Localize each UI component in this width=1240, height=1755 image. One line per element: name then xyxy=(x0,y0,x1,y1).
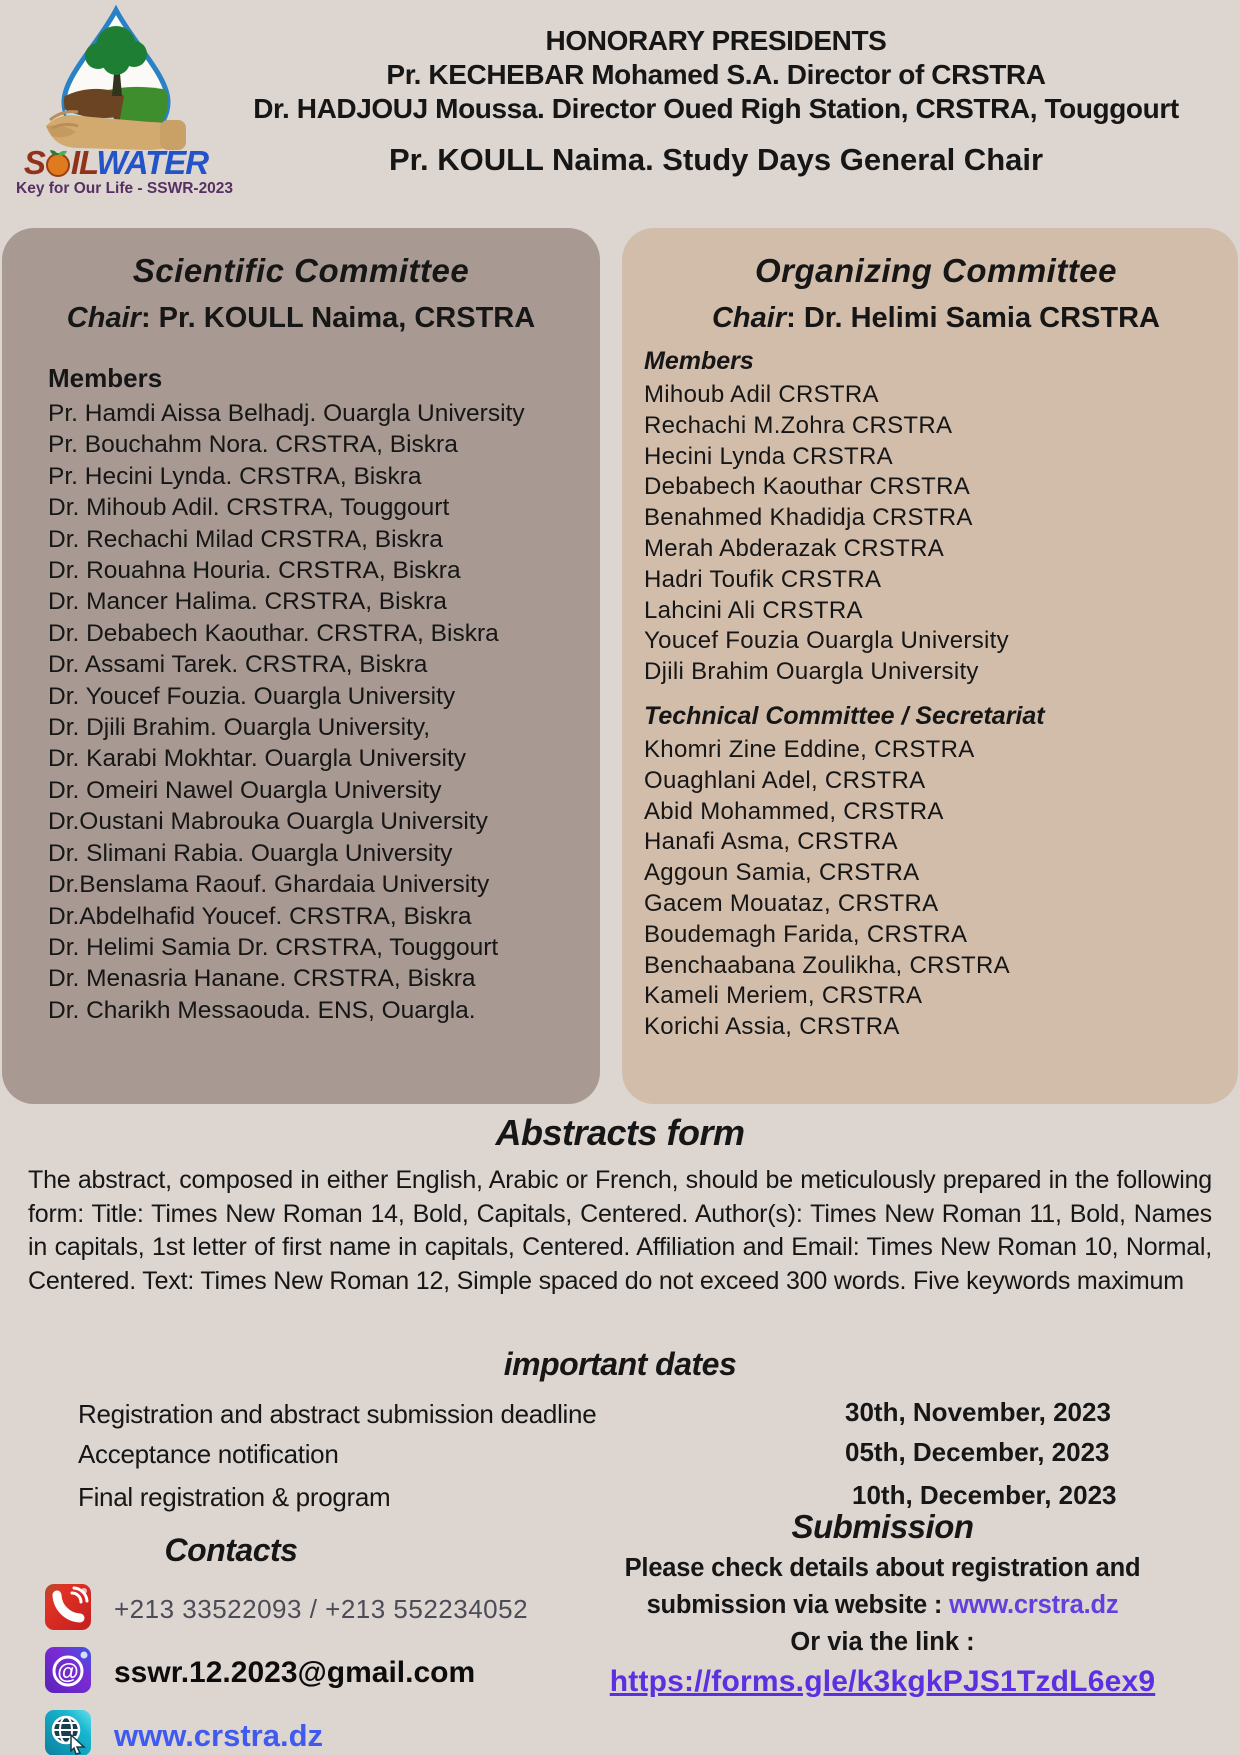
date-label: Final registration & program xyxy=(78,1482,391,1512)
phone-icon xyxy=(44,1583,92,1636)
list-item: Dr. Mihoub Adil. CRSTRA, Touggourt xyxy=(48,494,450,522)
technical-committee-list xyxy=(644,735,1228,1043)
date-row-acceptance xyxy=(0,1435,1240,1475)
list-item: Abid Mohammed, CRSTRA xyxy=(644,797,944,825)
abstracts-title: Abstracts form xyxy=(495,1112,745,1153)
submission-line-2 xyxy=(560,1591,1205,1620)
svg-text:@: @ xyxy=(57,1659,79,1684)
list-item: Dr. Omeiri Nawel Ouargla University xyxy=(48,776,442,804)
list-item: Pr. Hecini Lynda. CRSTRA, Biskra xyxy=(48,462,422,490)
submission-section xyxy=(560,1508,1205,1699)
list-item: Pr. Hamdi Aissa Belhadj. Ouargla University xyxy=(48,400,525,427)
soilwater-logo-graphic xyxy=(28,4,204,154)
list-item: Dr.Oustani Mabrouka Ouargla University xyxy=(48,808,488,836)
list-item: Khomri Zine Eddine, CRSTRA xyxy=(644,735,975,763)
list-item: Rechachi M.Zohra CRSTRA xyxy=(644,411,953,439)
brand-wordmark xyxy=(16,144,216,181)
date-label: Acceptance notification xyxy=(78,1439,339,1469)
list-item: Dr. Rechachi Milad CRSTRA, Biskra xyxy=(48,525,443,553)
honorary-president-2: Dr. HADJOUJ Moussa. Director Oued Righ Station, CRSTRA, Touggourt xyxy=(253,93,1179,124)
important-dates-title: important dates xyxy=(503,1346,737,1382)
submission-form-link[interactable]: https://forms.gle/k3kgkPJS1TzdL6ex9 xyxy=(609,1665,1156,1698)
list-item: Pr. Bouchahm Nora. CRSTRA, Biskra xyxy=(48,431,458,459)
list-item: Boudemagh Farida, CRSTRA xyxy=(644,920,968,948)
contact-email-row xyxy=(44,1646,560,1699)
contact-website-link[interactable]: www.crstra.dz xyxy=(114,1717,324,1753)
date-label: Registration and abstract submission deadline xyxy=(78,1399,597,1429)
list-item: Hecini Lynda CRSTRA xyxy=(644,442,893,470)
chair-name: : Dr. Helimi Samia CRSTRA xyxy=(786,302,1160,334)
email-icon xyxy=(44,1646,92,1699)
list-item: Hanafi Asma, CRSTRA xyxy=(644,828,898,856)
list-item: Djili Brahim Ouargla University xyxy=(644,658,979,686)
organizing-committee-panel xyxy=(622,228,1238,1104)
list-item: Dr.Abdelhafid Youcef. CRSTRA, Biskra xyxy=(48,902,472,930)
list-item: Debabech Kaouthar CRSTRA xyxy=(644,473,971,501)
list-item: Gacem Mouataz, CRSTRA xyxy=(644,889,939,917)
list-item: Dr. Karabi Mokhtar. Ouargla University xyxy=(48,745,467,773)
globe-icon xyxy=(44,1709,92,1755)
honorary-header xyxy=(200,24,1232,178)
scientific-members-label: Members xyxy=(48,363,163,393)
contacts-title: Contacts xyxy=(164,1532,298,1568)
scientific-members-list xyxy=(48,398,588,1026)
scientific-committee-title: Scientific Committee xyxy=(132,252,470,289)
list-item: Ouaghlani Adel, CRSTRA xyxy=(644,766,926,794)
chair-label: Chair xyxy=(66,302,141,334)
list-item: Dr. Debabech Kaouthar. CRSTRA, Biskra xyxy=(48,619,499,647)
chair-label: Chair xyxy=(711,302,787,334)
brand-tagline: Key for Our Life - SSWR-2023 xyxy=(16,180,234,197)
list-item: Hadri Toufik CRSTRA xyxy=(644,565,882,593)
list-item: Dr. Mancer Halima. CRSTRA, Biskra xyxy=(48,588,447,616)
organizing-members-list xyxy=(644,380,1228,688)
submission-line-3: Or via the link : xyxy=(790,1628,975,1656)
submission-line-1: Please check details about registration and xyxy=(624,1554,1141,1582)
phone-numbers: +213 33522093 / +213 552234052 xyxy=(114,1594,529,1624)
list-item: Aggoun Samia, CRSTRA xyxy=(644,859,920,887)
scientific-committee-panel xyxy=(2,228,600,1104)
abstracts-section xyxy=(0,1112,1240,1298)
important-dates-rows xyxy=(0,1395,1240,1518)
chair-name: : Pr. KOULL Naima, CRSTRA xyxy=(140,302,536,334)
date-value: 05th, December, 2023 xyxy=(845,1437,1110,1467)
honorary-president-1: Pr. KECHEBAR Mohamed S.A. Director of CRSTRA xyxy=(386,59,1046,90)
abstracts-body: The abstract, composed in either English, Arabic or French, should be meticulously prepared in the following form: Title: Times New Roman 14, Bold, Capitals, Centered. Author(s): Times New Roman 11, Bold, Names in capitals, 1st letter of first name in capitals, Centered. Affiliation and Email: Times New Roman 10, Normal, Centered. Text: Times New Roman 12, Simple spaced do not exceed 300 words. Five keywords maximum xyxy=(28,1166,1212,1295)
brand-water: WATER xyxy=(96,144,209,181)
list-item: Merah Abderazak CRSTRA xyxy=(644,534,945,562)
organizing-chair-line xyxy=(644,302,1228,335)
organizing-members-label: Members xyxy=(644,347,754,375)
list-item: Benahmed Khadidja CRSTRA xyxy=(644,504,973,532)
submission-title: Submission xyxy=(791,1508,974,1545)
submission-website-link[interactable]: www.crstra.dz xyxy=(949,1591,1119,1619)
list-item: Dr. Charikh Messaouda. ENS, Ouargla. xyxy=(48,996,476,1024)
brand-soil-il: IL xyxy=(70,144,97,181)
brand-soil-s: S xyxy=(23,144,45,181)
submission-website-prefix: submission via website : xyxy=(646,1591,950,1619)
contacts-section xyxy=(0,1532,560,1755)
technical-committee-label: Technical Committee / Secretariat xyxy=(644,701,1045,730)
list-item: Dr. Assami Tarek. CRSTRA, Biskra xyxy=(48,651,428,679)
list-item: Dr.Benslama Raouf. Ghardaia University xyxy=(48,871,490,899)
list-item: Dr. Helimi Samia Dr. CRSTRA, Touggourt xyxy=(48,933,499,961)
list-item: Lahcini Ali CRSTRA xyxy=(644,596,863,624)
list-item: Benchaabana Zoulikha, CRSTRA xyxy=(644,951,1010,979)
list-item: Dr. Rouahna Houria. CRSTRA, Biskra xyxy=(48,557,461,585)
list-item: Dr. Menasria Hanane. CRSTRA, Biskra xyxy=(48,965,476,993)
organizing-committee-title: Organizing Committee xyxy=(754,252,1118,289)
list-item: Dr. Youcef Fouzia. Ouargla University xyxy=(48,682,456,710)
scientific-chair-line xyxy=(48,302,554,335)
list-item: Dr. Slimani Rabia. Ouargla University xyxy=(48,839,453,867)
date-value: 30th, November, 2023 xyxy=(845,1397,1111,1427)
date-row-registration xyxy=(0,1395,1240,1435)
general-chair-line: Pr. KOULL Naima. Study Days General Chair xyxy=(388,142,1044,177)
list-item: Kameli Meriem, CRSTRA xyxy=(644,982,923,1010)
orange-fruit-icon xyxy=(45,149,71,177)
list-item: Youcef Fouzia Ouargla University xyxy=(644,627,1009,655)
list-item: Dr. Djili Brahim. Ouargla University, xyxy=(48,714,431,742)
list-item: Korichi Assia, CRSTRA xyxy=(644,1013,900,1041)
date-value: 10th, December, 2023 xyxy=(852,1480,1117,1510)
list-item: Mihoub Adil CRSTRA xyxy=(644,381,879,408)
contact-website-row xyxy=(44,1709,560,1755)
honorary-title: HONORARY PRESIDENTS xyxy=(545,25,887,56)
soilwater-logo xyxy=(16,4,234,214)
contact-phone-row xyxy=(44,1583,560,1636)
important-dates-section xyxy=(0,1346,1240,1518)
contact-email[interactable]: sswr.12.2023@gmail.com xyxy=(114,1655,476,1689)
